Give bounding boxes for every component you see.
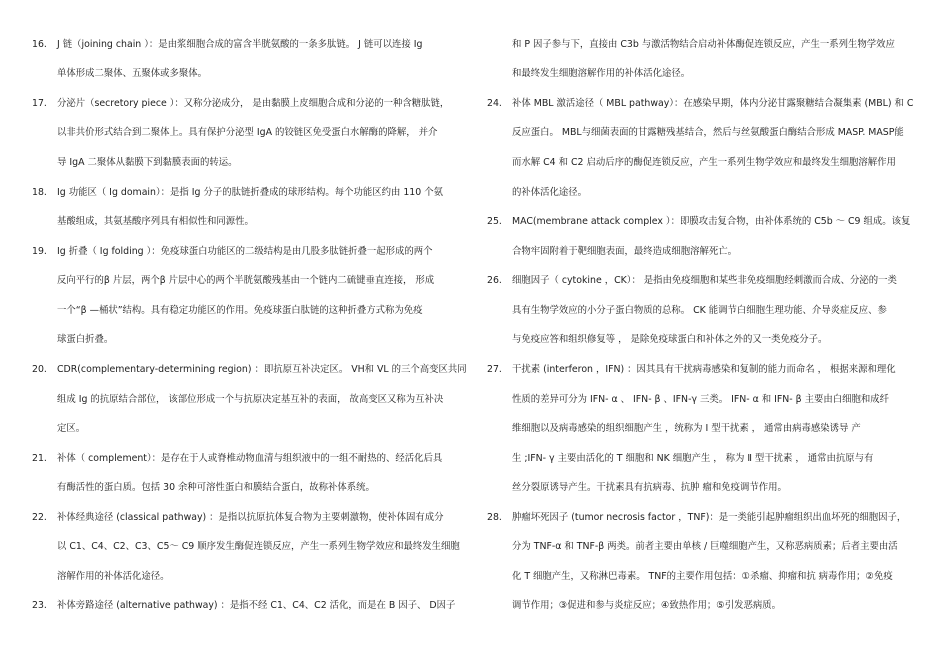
- line-text: 组成 Ig 的抗原结合部位， 该部位形成一个与抗原决定基互补的表面， 故高变区又称为互补决: [57, 394, 444, 405]
- line-text: 和最终发生细胞溶解作用的补体活化途径。: [512, 68, 691, 79]
- line-text: 补体旁路途径 (alternative pathway) ：是指不经 C1、C4、C2 活化，而是在 B 因子、 D因子: [57, 600, 456, 611]
- item-number: 22.: [32, 512, 47, 523]
- line-text: 以非共价形式结合到二聚体上。具有保护分泌型 IgA 的铰链区免受蛋白水解酶的降解， 并介: [57, 127, 438, 138]
- line-text: 以 C1、C4、C2、C3、C5～ C9 顺序发生酶促连锁反应，产生一系列生物学效应和最终发生细胞: [57, 541, 460, 552]
- item-number: 27.: [487, 364, 502, 375]
- line-text: 反向平行的β 片层，两个β 片层中心的两个半胱氨酸残基由一个链内二硫键垂直连接， 形成: [57, 275, 435, 286]
- item-number: 24.: [487, 98, 502, 109]
- line-text: 维细胞以及病毒感染的组织细胞产生 ，统称为 Ⅰ 型干扰素 ， 通常由病毒感染诱导 产: [512, 423, 861, 434]
- line-text: 补体经典途径 (classical pathway) ：是指以抗原抗体复合物为主要刺激物，使补体固有成分: [57, 512, 444, 523]
- line-text: 基酸组成，其氨基酸序列具有相似性和同源性。: [57, 216, 254, 227]
- line-text: 化 T 细胞产生，又称淋巴毒素。 TNF的主要作用包括：①杀瘤、抑瘤和抗 病毒作用；②免疫: [512, 571, 893, 582]
- item-number: 28.: [487, 512, 502, 523]
- line-text: 导 IgA 二聚体从黏膜下到黏膜表面的转运。: [57, 157, 238, 168]
- line-text: 性质的差异可分为 IFN- α 、 IFN- β 、IFN-γ 三类。 IFN- α 和 IFN- β 主要由白细胞和成纤: [512, 394, 890, 405]
- line-text: 肿瘤坏死因子 (tumor necrosis factor ，TNF)：是一类能引起肿瘤组织出血坏死的细胞因子，: [512, 512, 907, 523]
- line-text: MAC(membrane attack complex ）：即膜攻击复合物，由补体系统的 C5b ～ C9 组成。该复: [512, 216, 911, 227]
- line-text: 和 P 因子参与下，直接由 C3b 与激活物结合启动补体酶促连锁反应，产生一系列生物学效应: [512, 39, 895, 50]
- line-text: 而水解 C4 和 C2 启动后序的酶促连锁反应，产生一系列生物学效应和最终发生细胞溶解作用: [512, 157, 896, 168]
- line-text: 有酶活性的蛋白质。包括 30 余种可溶性蛋白和膜结合蛋白，故称补体系统。: [57, 482, 375, 493]
- item-number: 25.: [487, 216, 502, 227]
- line-text: 补体 MBL 激活途径（ MBL pathway）：在感染早期，体内分泌甘露聚糖结合凝集素 (MBL) 和 C: [512, 98, 914, 109]
- line-text: 生 ;IFN- γ 主要由活化的 T 细胞和 NK 细胞产生 ， 称为 Ⅱ 型干扰素 ， 通常由抗原与有: [512, 453, 874, 464]
- item-number: 20.: [32, 364, 47, 375]
- line-text: 调节作用；③促进和参与炎症反应；④致热作用；⑤引发恶病质。: [512, 600, 781, 611]
- item-number: 26.: [487, 275, 502, 286]
- line-text: 分为 TNF-α 和 TNF-β 两类。前者主要由单核 / 巨噬细胞产生，又称恶病质素；后者主要由活: [512, 541, 898, 552]
- item-number: 23.: [32, 600, 47, 611]
- line-text: 分泌片（secretory piece ）：又称分泌成分， 是由黏膜上皮细胞合成和分泌的一种含糖肽链，: [57, 98, 450, 109]
- item-number: 19.: [32, 246, 47, 257]
- line-text: 一个“β —桶状”结构。具有稳定功能区的作用。免疫球蛋白肽链的这种折叠方式称为免疫: [57, 305, 423, 316]
- line-text: 反应蛋白。 MBL与细菌表面的甘露糖残基结合，然后与丝氨酸蛋白酶结合形成 MASP. MASP能: [512, 127, 904, 138]
- item-number: 18.: [32, 187, 47, 198]
- line-text: 单体形成二聚体、五聚体或多聚体。: [57, 68, 208, 79]
- line-text: 球蛋白折叠。: [57, 334, 114, 345]
- line-text: 合物牢固附着于靶细胞表面，最终造成细胞溶解死亡。: [512, 246, 738, 257]
- line-text: 具有生物学效应的小分子蛋白物质的总称。 CK 能调节白细胞生理功能、介导炎症反应、参: [512, 305, 887, 316]
- item-number: 16.: [32, 39, 47, 50]
- line-text: J 链（joining chain ）：是由浆细胞合成的富含半胱氨酸的一条多肽链。 J 链可以连接 Ig: [57, 39, 423, 50]
- line-text: 补体（ complement）：是存在于人或脊椎动物血清与组织液中的一组不耐热的、经活化后具: [57, 453, 443, 464]
- line-text: 丝分裂原诱导产生。干扰素具有抗病毒、抗肿 瘤和免疫调节作用。: [512, 482, 787, 493]
- line-text: Ig 功能区（ Ig domain）：是指 Ig 分子的肽链折叠成的球形结构。每个功能区约由 110 个氨: [57, 187, 443, 198]
- item-number: 21.: [32, 453, 47, 464]
- line-text: 干扰素 (interferon ，IFN) ：因其具有干扰病毒感染和复制的能力而命名 ， 根据来源和理化: [512, 364, 896, 375]
- line-text: 细胞因子（ cytokine ，CK）： 是指由免疫细胞和某些非免疫细胞经刺激而合成、分泌的一类: [512, 275, 897, 286]
- line-text: 的补体活化途径。: [512, 187, 588, 198]
- item-number: 17.: [32, 98, 47, 109]
- line-text: 与免疫应答和组织修复等 ， 是除免疫球蛋白和补体之外的又一类免疫分子。: [512, 334, 828, 345]
- line-text: 溶解作用的补体活化途径。: [57, 571, 170, 582]
- line-text: 定区。: [57, 423, 86, 434]
- line-text: Ig 折叠（ Ig folding ）：免疫球蛋白功能区的二级结构是由几股多肽链折叠一起形成的两个: [57, 246, 433, 257]
- line-text: CDR(complementary-determining region) ：即抗原互补决定区。 VH和 VL 的三个高变区共同: [57, 364, 467, 375]
